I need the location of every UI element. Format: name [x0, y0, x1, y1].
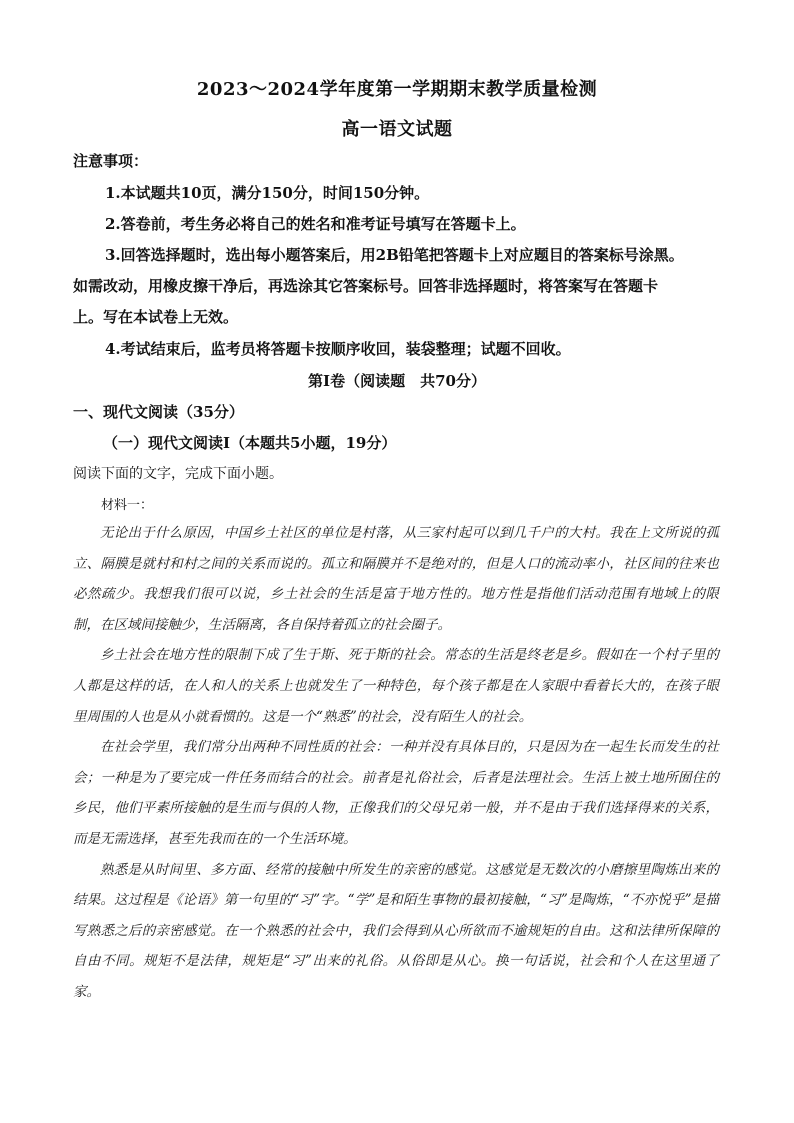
notice-item-4: 4.考试结束后，监考员将答题卡按顺序收回，装袋整理；试题不回收。	[105, 340, 571, 358]
passage-paragraph: 在社会学里，我们常分出两种不同性质的社会：一种并没有具体目的，只是因为在一起生长而发生的社会；一种是为了要完成一件任务而结合的社会。前者是礼俗社会，后者是法理社会。生活上被土地所囿住的乡民，他们平素所接触的是生而与俱的人物，正像我们的父母兄弟一般，并不是由于我们选择得来的关系，而是无需选择，甚至先我而在的一个生活环境。	[73, 739, 719, 847]
exam-subtitle: 高一语文试题	[341, 119, 453, 140]
material-label: 材料一：	[101, 498, 154, 513]
notice-item-3-line-3: 上。写在本试卷上无效。	[73, 308, 239, 326]
passage-body	[73, 518, 719, 1008]
passage-paragraph: 无论出于什么原因，中国乡土社区的单位是村落，从三家村起可以到几千户的大村。我在上文所说的孤立、隔膜是就村和村之间的关系而说的。孤立和隔膜并不是绝对的，但是人口的流动率小，社区间的往来也必然疏少。我想我们很可以说，乡土社会的生活是富于地方性的。地方性是指他们活动范围有地域上的限制，在区域间接触少，生活隔离，各自保持着孤立的社会圈子。	[73, 525, 719, 633]
notice-item-1: 1.本试题共10页，满分150分，时间150分钟。	[105, 184, 430, 202]
notice-item-3-line-1: 3.回答选择题时，选出每小题答案后，用2B铅笔把答题卡上对应题目的答案标号涂黑。	[105, 246, 684, 264]
notice-item-3-line-2: 如需改动，用橡皮擦干净后，再选涂其它答案标号。回答非选择题时，将答案写在答题卡	[73, 277, 659, 295]
passage-paragraph: 熟悉是从时间里、多方面、经常的接触中所发生的亲密的感觉。这感觉是无数次的小磨擦里陶炼出来的结果。这过程是《论语》第一句里的“习”字。“学”是和陌生事物的最初接触，“习”是陶炼，“不亦悦乎”是描写熟悉之后的亲密感觉。在一个熟悉的社会中，我们会得到从心所欲而不逾规矩的自由。这和法律所保障的自由不同。规矩不是法律，规矩是“习”出来的礼俗。从俗即是从心。换一句话说，社会和个人在这里通了家。	[73, 861, 719, 1000]
notice-heading: 注意事项：	[73, 152, 149, 170]
reading-instruction: 阅读下面的文字，完成下面小题。	[73, 466, 283, 482]
subsection-heading: （一）现代文阅读Ⅰ（本题共5小题，19分）	[103, 434, 397, 452]
exam-title: 2023～2024学年度第一学期期末教学质量检测	[196, 79, 598, 100]
passage-paragraph: 乡土社会在地方性的限制下成了生于斯、死于斯的社会。常态的生活是终老是乡。假如在一个村子里的人都是这样的话，在人和人的关系上也就发生了一种特色，每个孩子都是在人家眼中看着长大的，在孩子眼里周围的人也是从小就看惯的。这是一个“熟悉”的社会，没有陌生人的社会。	[73, 647, 719, 725]
section-heading: 一、现代文阅读（35分）	[73, 403, 244, 421]
part-heading: 第Ⅰ卷（阅读题 共70分）	[308, 372, 486, 390]
notice-item-2: 2.答卷前，考生务必将自己的姓名和准考证号填写在答题卡上。	[105, 215, 526, 233]
